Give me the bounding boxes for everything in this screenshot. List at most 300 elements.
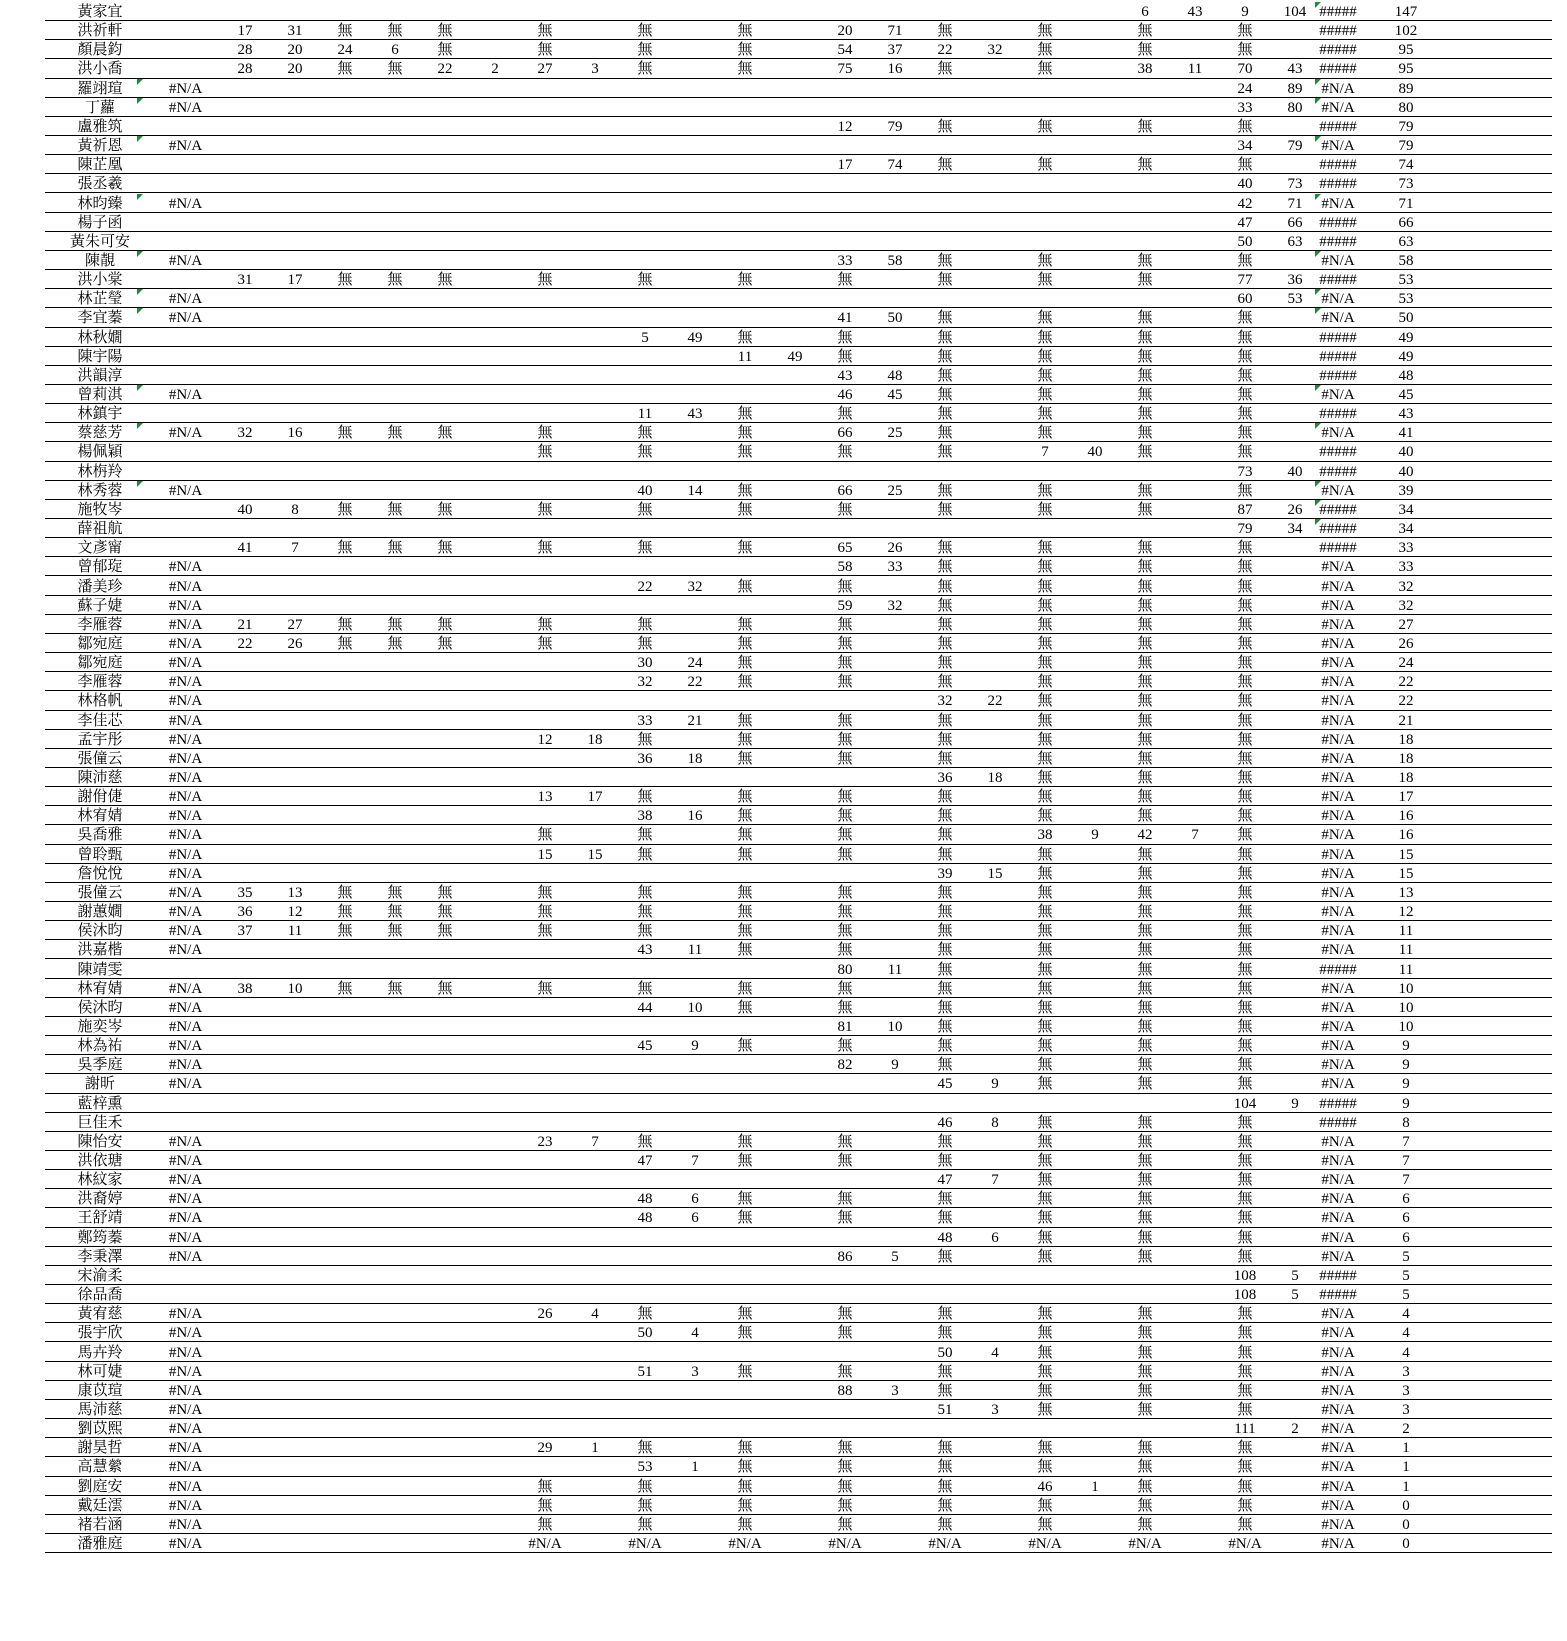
score-cell[interactable]: 無 — [387, 884, 403, 901]
formula-result-cell[interactable]: ##### — [1319, 1287, 1357, 1304]
score-cell[interactable]: 無 — [837, 846, 853, 863]
score-cell[interactable]: 無 — [837, 674, 853, 691]
score-cell[interactable]: 82 — [837, 1057, 853, 1074]
score-cell[interactable]: 40 — [1287, 463, 1303, 480]
score-cell[interactable]: 無 — [937, 731, 953, 748]
score-cell[interactable]: 10 — [287, 980, 303, 997]
student-name-cell[interactable]: 張僮云 — [77, 884, 123, 901]
student-name-cell[interactable]: 謝昕 — [84, 1076, 115, 1093]
score-cell[interactable]: 無 — [1237, 1153, 1253, 1169]
score-cell[interactable]: 無 — [1037, 731, 1053, 748]
score-cell[interactable]: 無 — [637, 1516, 653, 1533]
score-cell[interactable]: 無 — [1237, 252, 1253, 269]
score-cell[interactable]: 無 — [1237, 348, 1253, 365]
formula-result-cell[interactable]: #N/A — [1321, 80, 1355, 97]
score-cell[interactable]: 無 — [1037, 1133, 1053, 1150]
score-cell[interactable]: 43 — [637, 942, 653, 959]
score-cell[interactable]: 87 — [1237, 501, 1253, 518]
score-cell[interactable]: 無 — [937, 310, 953, 327]
student-name-cell[interactable]: 鄒宛庭 — [77, 655, 123, 672]
score-cell[interactable]: 無 — [837, 348, 853, 365]
student-name-cell[interactable]: 潘美珍 — [77, 578, 123, 595]
lookup-cell[interactable]: #N/A — [168, 482, 203, 499]
score-cell[interactable]: 無 — [387, 923, 403, 940]
lookup-cell[interactable]: #N/A — [168, 616, 203, 633]
formula-result-cell[interactable]: #N/A — [1321, 1191, 1355, 1208]
score-cell[interactable]: 無 — [1137, 1344, 1153, 1361]
score-cell[interactable]: 15 — [587, 846, 603, 863]
formula-result-cell[interactable]: ##### — [1319, 367, 1357, 384]
score-cell[interactable]: 51 — [637, 1363, 653, 1380]
score-cell[interactable]: 無 — [537, 635, 553, 652]
formula-result-cell[interactable]: #N/A — [1321, 1536, 1355, 1552]
score-cell[interactable]: 24 — [337, 42, 353, 59]
total-cell[interactable]: 79 — [1398, 138, 1414, 155]
score-cell[interactable]: 無 — [537, 904, 553, 921]
formula-result-cell[interactable]: #N/A — [1321, 1076, 1355, 1093]
score-cell[interactable]: 無 — [1137, 348, 1153, 365]
score-cell[interactable]: 無 — [387, 272, 403, 289]
score-cell[interactable]: 無 — [837, 1153, 853, 1169]
lookup-cell[interactable]: #N/A — [168, 578, 203, 595]
score-cell[interactable]: 無 — [837, 904, 853, 921]
lookup-cell[interactable]: #N/A — [168, 138, 203, 155]
student-name-cell[interactable]: 宋渝柔 — [77, 1267, 123, 1284]
formula-result-cell[interactable]: #N/A — [1321, 1344, 1355, 1361]
score-cell[interactable]: 9 — [891, 1057, 899, 1074]
score-cell[interactable]: 無 — [637, 272, 653, 289]
lookup-cell[interactable]: #N/A — [168, 1401, 203, 1418]
score-cell[interactable]: 無 — [737, 616, 753, 633]
student-name-cell[interactable]: 文彥甯 — [77, 540, 123, 557]
score-cell[interactable]: 32 — [637, 674, 653, 691]
formula-result-cell[interactable]: #N/A — [1321, 635, 1355, 652]
total-cell[interactable]: 11 — [1398, 942, 1414, 959]
score-cell[interactable]: 無 — [1237, 789, 1253, 806]
score-cell[interactable]: 無 — [1037, 616, 1053, 633]
score-cell[interactable]: 無 — [1037, 329, 1053, 346]
score-cell[interactable]: 無 — [1237, 559, 1253, 576]
score-cell[interactable]: 22 — [237, 635, 253, 652]
lookup-cell[interactable]: #N/A — [168, 1536, 203, 1552]
student-name-cell[interactable]: 盧雅筑 — [77, 118, 123, 135]
score-cell[interactable]: 39 — [937, 865, 953, 882]
score-cell[interactable]: 無 — [837, 980, 853, 997]
student-name-cell[interactable]: 林栴羚 — [77, 463, 123, 480]
score-cell[interactable]: 無 — [1237, 865, 1253, 882]
score-cell[interactable]: 無 — [937, 884, 953, 901]
score-cell[interactable]: 11 — [687, 942, 703, 959]
score-cell[interactable]: 無 — [937, 789, 953, 806]
score-cell[interactable]: 無 — [1037, 1172, 1053, 1189]
score-cell[interactable]: 7 — [591, 1133, 599, 1150]
score-cell[interactable]: 無 — [1137, 597, 1153, 614]
score-cell[interactable]: 22 — [637, 578, 653, 595]
score-cell[interactable]: 無 — [737, 750, 753, 767]
total-cell[interactable]: 33 — [1398, 559, 1414, 576]
score-cell[interactable]: 32 — [937, 693, 953, 710]
formula-result-cell[interactable]: #N/A — [1321, 138, 1355, 155]
formula-result-cell[interactable]: ##### — [1319, 233, 1357, 250]
score-cell[interactable]: 無 — [937, 23, 953, 40]
score-cell[interactable]: 無 — [737, 540, 753, 557]
score-cell[interactable]: 無 — [1037, 1459, 1053, 1476]
score-cell[interactable]: 無 — [1137, 1382, 1153, 1399]
total-cell[interactable]: 24 — [1398, 655, 1414, 672]
score-cell[interactable]: 無 — [937, 118, 953, 135]
score-cell[interactable]: 無 — [387, 61, 403, 78]
score-cell[interactable]: 無 — [1037, 540, 1053, 557]
formula-result-cell[interactable]: ##### — [1319, 348, 1357, 365]
score-cell[interactable]: 無 — [437, 904, 453, 921]
score-cell[interactable]: 無 — [537, 272, 553, 289]
score-cell[interactable]: 無 — [1237, 693, 1253, 710]
score-cell[interactable]: 10 — [687, 999, 703, 1016]
score-cell[interactable]: 73 — [1287, 176, 1303, 193]
score-cell[interactable]: 無 — [1137, 425, 1153, 442]
score-cell[interactable]: 22 — [937, 42, 953, 59]
total-cell[interactable]: 34 — [1398, 501, 1414, 518]
score-cell[interactable]: 無 — [1137, 865, 1153, 882]
score-cell[interactable]: 無 — [1037, 1018, 1053, 1035]
student-name-cell[interactable]: 李秉澤 — [77, 1248, 123, 1265]
lookup-cell[interactable]: #N/A — [168, 252, 203, 269]
score-cell[interactable]: 26 — [287, 635, 303, 652]
score-cell[interactable]: 無 — [837, 1516, 853, 1533]
score-cell[interactable]: 無 — [1137, 540, 1153, 557]
score-cell[interactable]: 21 — [237, 616, 253, 633]
score-cell[interactable]: 79 — [1287, 138, 1303, 155]
score-cell[interactable]: 無 — [937, 1153, 953, 1169]
score-cell[interactable]: 無 — [1137, 118, 1153, 135]
score-cell[interactable]: 無 — [1137, 923, 1153, 940]
score-cell[interactable]: 無 — [537, 1516, 553, 1533]
formula-result-cell[interactable]: #N/A — [1321, 1516, 1355, 1533]
lookup-cell[interactable]: #N/A — [168, 1382, 203, 1399]
student-name-cell[interactable]: 孟宇彤 — [77, 731, 123, 748]
formula-result-cell[interactable]: #N/A — [1321, 387, 1355, 403]
student-name-cell[interactable]: 馬沛慈 — [77, 1401, 123, 1418]
formula-result-cell[interactable]: #N/A — [1321, 252, 1355, 269]
score-cell[interactable]: 49 — [787, 348, 803, 365]
score-cell[interactable]: 3 — [591, 61, 599, 78]
lookup-cell[interactable]: #N/A — [168, 904, 203, 921]
score-cell[interactable]: 48 — [637, 1191, 653, 1208]
score-cell[interactable]: 24 — [1237, 80, 1253, 97]
score-cell[interactable]: 33 — [1237, 99, 1253, 116]
score-cell[interactable]: 無 — [1137, 980, 1153, 997]
score-cell[interactable]: 無 — [1237, 1210, 1253, 1227]
score-cell[interactable]: 無 — [337, 635, 353, 652]
score-cell[interactable]: 無 — [837, 1038, 853, 1055]
lookup-cell[interactable]: #N/A — [168, 1133, 203, 1150]
score-cell[interactable]: 77 — [1237, 272, 1253, 289]
score-cell[interactable]: 無 — [837, 1459, 853, 1476]
total-cell[interactable]: 10 — [1398, 999, 1414, 1016]
score-cell[interactable]: 36 — [937, 770, 953, 786]
total-cell[interactable]: 80 — [1398, 99, 1414, 116]
score-cell[interactable]: 無 — [387, 540, 403, 557]
student-name-cell[interactable]: 羅翊瑄 — [77, 80, 123, 97]
score-cell[interactable]: 無 — [1037, 1363, 1053, 1380]
score-cell[interactable]: #N/A — [1128, 1536, 1162, 1552]
score-cell[interactable]: 58 — [887, 252, 903, 269]
score-cell[interactable]: #N/A — [828, 1536, 862, 1552]
total-cell[interactable]: 22 — [1398, 693, 1414, 710]
score-cell[interactable]: 無 — [1137, 1516, 1153, 1533]
total-cell[interactable]: 9 — [1402, 1076, 1410, 1093]
score-cell[interactable]: 無 — [1037, 559, 1053, 576]
total-cell[interactable]: 33 — [1398, 540, 1414, 557]
score-cell[interactable]: 無 — [737, 329, 753, 346]
score-cell[interactable]: 59 — [837, 597, 853, 614]
score-cell[interactable]: 無 — [1037, 635, 1053, 652]
score-cell[interactable]: 無 — [537, 444, 553, 461]
student-name-cell[interactable]: 黃家宜 — [77, 4, 123, 20]
score-cell[interactable]: 無 — [1037, 693, 1053, 710]
score-cell[interactable]: 無 — [1037, 1229, 1053, 1246]
score-cell[interactable]: 無 — [1137, 789, 1153, 806]
total-cell[interactable]: 7 — [1402, 1172, 1410, 1189]
score-cell[interactable]: 41 — [837, 310, 853, 327]
score-cell[interactable]: 37 — [237, 923, 253, 940]
score-cell[interactable]: 無 — [737, 1497, 753, 1514]
student-name-cell[interactable]: 洪韻淳 — [77, 367, 123, 384]
score-cell[interactable]: 無 — [737, 406, 753, 423]
score-cell[interactable]: 無 — [637, 425, 653, 442]
total-cell[interactable]: 3 — [1402, 1401, 1410, 1418]
formula-result-cell[interactable]: #N/A — [1321, 597, 1355, 614]
score-cell[interactable]: 32 — [887, 597, 903, 614]
student-name-cell[interactable]: 薛祖航 — [77, 521, 123, 538]
formula-result-cell[interactable]: #N/A — [1321, 1421, 1355, 1438]
score-cell[interactable]: 70 — [1237, 61, 1253, 78]
lookup-cell[interactable]: #N/A — [168, 1191, 203, 1208]
total-cell[interactable]: 12 — [1398, 904, 1414, 921]
lookup-cell[interactable]: #N/A — [168, 1248, 203, 1265]
score-cell[interactable]: 無 — [837, 1440, 853, 1457]
total-cell[interactable]: 95 — [1398, 61, 1414, 78]
formula-result-cell[interactable]: ##### — [1319, 157, 1357, 174]
score-cell[interactable]: 無 — [1137, 1076, 1153, 1093]
student-name-cell[interactable]: 陳靖雯 — [77, 961, 123, 978]
score-cell[interactable]: 無 — [637, 635, 653, 652]
score-cell[interactable]: 無 — [1037, 712, 1053, 729]
score-cell[interactable]: 無 — [1037, 1114, 1053, 1131]
score-cell[interactable]: 1 — [591, 1440, 599, 1457]
score-cell[interactable]: 無 — [737, 1306, 753, 1323]
score-cell[interactable]: 75 — [837, 61, 853, 78]
score-cell[interactable]: 無 — [937, 597, 953, 614]
score-cell[interactable]: 無 — [1237, 329, 1253, 346]
score-cell[interactable]: 88 — [837, 1382, 853, 1399]
score-cell[interactable]: 無 — [937, 1210, 953, 1227]
score-cell[interactable]: 無 — [1237, 406, 1253, 423]
score-cell[interactable]: 7 — [291, 540, 299, 557]
formula-result-cell[interactable]: ##### — [1319, 214, 1357, 231]
score-cell[interactable]: 無 — [1037, 942, 1053, 959]
score-cell[interactable]: 18 — [687, 750, 703, 767]
score-cell[interactable]: 無 — [937, 1382, 953, 1399]
lookup-cell[interactable]: #N/A — [168, 942, 203, 959]
score-cell[interactable]: 無 — [1237, 942, 1253, 959]
total-cell[interactable]: 22 — [1398, 674, 1414, 691]
score-cell[interactable]: 無 — [937, 846, 953, 863]
formula-result-cell[interactable]: ##### — [1319, 1267, 1357, 1284]
total-cell[interactable]: 4 — [1402, 1344, 1410, 1361]
score-cell[interactable]: 42 — [1237, 195, 1253, 212]
score-cell[interactable]: 無 — [1237, 1229, 1253, 1246]
score-cell[interactable]: 89 — [1287, 80, 1303, 97]
total-cell[interactable]: 15 — [1398, 865, 1414, 882]
score-cell[interactable]: 46 — [937, 1114, 953, 1131]
formula-result-cell[interactable]: #N/A — [1321, 1325, 1355, 1342]
score-cell[interactable]: 34 — [1237, 138, 1253, 155]
score-cell[interactable]: 108 — [1233, 1267, 1257, 1284]
lookup-cell[interactable]: #N/A — [168, 1325, 203, 1342]
score-cell[interactable]: 無 — [1037, 846, 1053, 863]
score-cell[interactable]: 25 — [887, 482, 903, 499]
score-cell[interactable]: #N/A — [528, 1536, 562, 1552]
score-cell[interactable]: 74 — [887, 157, 903, 174]
total-cell[interactable]: 15 — [1398, 846, 1414, 863]
score-cell[interactable]: 無 — [1137, 942, 1153, 959]
total-cell[interactable]: 49 — [1398, 329, 1414, 346]
score-cell[interactable]: 71 — [887, 23, 903, 40]
total-cell[interactable]: 1 — [1402, 1478, 1410, 1495]
score-cell[interactable]: 73 — [1237, 463, 1253, 480]
total-cell[interactable]: 71 — [1398, 195, 1414, 212]
score-cell[interactable]: 無 — [1037, 252, 1053, 269]
score-cell[interactable]: 無 — [937, 1440, 953, 1457]
score-cell[interactable]: 無 — [837, 1191, 853, 1208]
score-cell[interactable]: 無 — [937, 1038, 953, 1055]
score-cell[interactable]: 無 — [937, 1191, 953, 1208]
student-name-cell[interactable]: 曾郁琁 — [77, 559, 123, 576]
score-cell[interactable]: 無 — [937, 367, 953, 384]
score-cell[interactable]: 4 — [991, 1344, 999, 1361]
student-name-cell[interactable]: 王舒靖 — [77, 1210, 123, 1227]
formula-result-cell[interactable]: #N/A — [1321, 904, 1355, 921]
student-name-cell[interactable]: 李佳芯 — [77, 712, 123, 729]
score-cell[interactable]: 無 — [837, 1306, 853, 1323]
total-cell[interactable]: 58 — [1398, 252, 1414, 269]
score-cell[interactable]: 無 — [1137, 635, 1153, 652]
score-cell[interactable]: 無 — [937, 750, 953, 767]
formula-result-cell[interactable]: #N/A — [1321, 310, 1355, 327]
score-cell[interactable]: 無 — [1237, 118, 1253, 135]
score-cell[interactable]: 6 — [991, 1229, 999, 1246]
student-name-cell[interactable]: 蘇子婕 — [77, 597, 123, 614]
score-cell[interactable]: 38 — [1037, 827, 1053, 844]
score-cell[interactable]: 無 — [1037, 387, 1053, 403]
score-cell[interactable]: 無 — [937, 904, 953, 921]
total-cell[interactable]: 10 — [1398, 1018, 1414, 1035]
total-cell[interactable]: 5 — [1402, 1267, 1410, 1284]
score-cell[interactable]: 無 — [1037, 999, 1053, 1016]
score-cell[interactable]: 無 — [1237, 540, 1253, 557]
formula-result-cell[interactable]: ##### — [1319, 540, 1357, 557]
score-cell[interactable]: 無 — [737, 1133, 753, 1150]
formula-result-cell[interactable]: #N/A — [1321, 789, 1355, 806]
score-cell[interactable]: 無 — [337, 616, 353, 633]
lookup-cell[interactable]: #N/A — [168, 712, 203, 729]
score-cell[interactable]: 無 — [637, 846, 653, 863]
score-cell[interactable]: 無 — [737, 980, 753, 997]
score-cell[interactable]: 27 — [287, 616, 303, 633]
score-cell[interactable]: 44 — [637, 999, 653, 1016]
score-cell[interactable]: 50 — [1237, 233, 1253, 250]
score-cell[interactable]: 無 — [737, 1038, 753, 1055]
score-cell[interactable]: 5 — [891, 1248, 899, 1265]
score-cell[interactable]: 無 — [1137, 1229, 1153, 1246]
score-cell[interactable]: 無 — [1237, 1133, 1253, 1150]
score-cell[interactable]: 無 — [937, 1325, 953, 1342]
formula-result-cell[interactable]: #N/A — [1321, 1210, 1355, 1227]
score-cell[interactable]: 7 — [1041, 444, 1049, 461]
score-cell[interactable]: 81 — [837, 1018, 853, 1035]
student-name-cell[interactable]: 康苡瑄 — [77, 1382, 123, 1399]
student-name-cell[interactable]: 馬卉羚 — [77, 1344, 123, 1361]
formula-result-cell[interactable]: #N/A — [1321, 731, 1355, 748]
score-cell[interactable]: 無 — [1237, 750, 1253, 767]
score-cell[interactable]: 無 — [1137, 808, 1153, 825]
score-cell[interactable]: 無 — [1037, 1210, 1053, 1227]
score-cell[interactable]: 79 — [1237, 521, 1253, 538]
score-cell[interactable]: 15 — [537, 846, 553, 863]
score-cell[interactable]: 無 — [1037, 1497, 1053, 1514]
score-cell[interactable]: 無 — [387, 23, 403, 40]
score-cell[interactable]: 11 — [1187, 61, 1203, 78]
lookup-cell[interactable]: #N/A — [168, 865, 203, 882]
student-name-cell[interactable]: 林為祐 — [77, 1038, 123, 1055]
score-cell[interactable]: 無 — [737, 42, 753, 59]
formula-result-cell[interactable]: #N/A — [1321, 846, 1355, 863]
score-cell[interactable]: 無 — [637, 904, 653, 921]
student-name-cell[interactable]: 褚若涵 — [77, 1516, 123, 1533]
score-cell[interactable]: 34 — [1287, 521, 1303, 538]
score-cell[interactable]: 8 — [291, 501, 299, 518]
score-cell[interactable]: 無 — [837, 1210, 853, 1227]
score-cell[interactable]: 無 — [937, 980, 953, 997]
total-cell[interactable]: 6 — [1402, 1229, 1410, 1246]
score-cell[interactable]: 無 — [1037, 904, 1053, 921]
score-cell[interactable]: 無 — [1037, 61, 1053, 78]
total-cell[interactable]: 5 — [1402, 1248, 1410, 1265]
score-cell[interactable]: 無 — [1037, 118, 1053, 135]
score-cell[interactable]: 7 — [1191, 827, 1199, 844]
lookup-cell[interactable]: #N/A — [168, 884, 203, 901]
score-cell[interactable]: 無 — [1037, 655, 1053, 672]
lookup-cell[interactable]: #N/A — [168, 731, 203, 748]
score-cell[interactable]: 33 — [837, 252, 853, 269]
score-cell[interactable]: 無 — [1237, 387, 1253, 403]
score-cell[interactable]: 無 — [1037, 923, 1053, 940]
score-cell[interactable]: 無 — [1037, 42, 1053, 59]
score-cell[interactable]: 無 — [637, 923, 653, 940]
score-cell[interactable]: 2 — [491, 61, 499, 78]
score-cell[interactable]: 38 — [237, 980, 253, 997]
score-cell[interactable]: 無 — [1237, 42, 1253, 59]
lookup-cell[interactable]: #N/A — [168, 655, 203, 672]
student-name-cell[interactable]: 丁蘿 — [84, 99, 115, 116]
score-cell[interactable]: 無 — [937, 1516, 953, 1533]
total-cell[interactable]: 147 — [1394, 4, 1418, 20]
score-cell[interactable]: 無 — [837, 501, 853, 518]
score-cell[interactable]: 無 — [1037, 1325, 1053, 1342]
score-cell[interactable]: 無 — [737, 272, 753, 289]
student-name-cell[interactable]: 陳宇陽 — [77, 348, 123, 365]
